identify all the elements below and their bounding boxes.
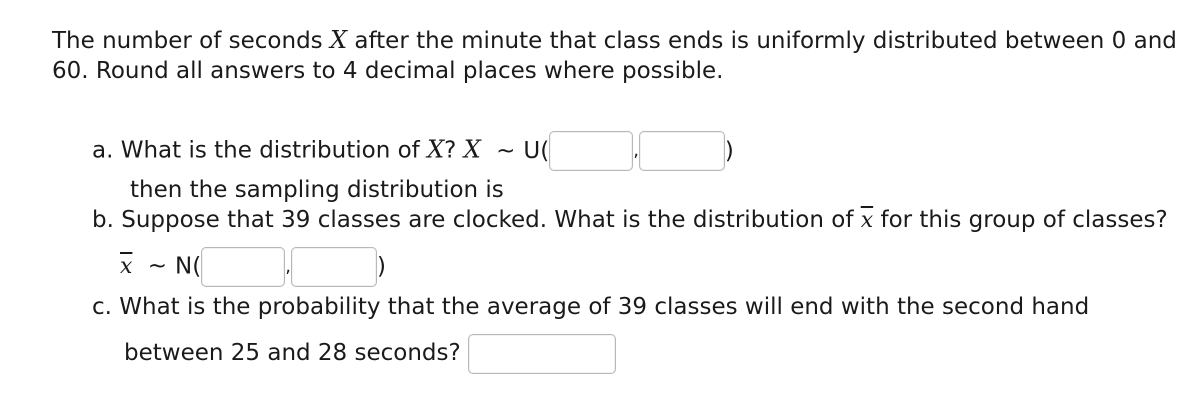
part-a-prompt: a. What is the distribution of [92, 137, 420, 164]
sampling-dist-text: then the sampling distribution is [130, 177, 504, 203]
normal-mean-input[interactable] [201, 247, 285, 287]
close-paren: ) [724, 138, 734, 164]
part-b-suffix: for this group of classes? [880, 207, 1168, 233]
variable-x: X [463, 135, 481, 164]
part-b-answer-row [120, 246, 386, 287]
xbar-symbol: $\overline{x}$ [120, 254, 133, 279]
part-b-prompt: b. Suppose that 39 classes are clocked. What is the distribution of [92, 207, 854, 233]
part-c-question-line2 [124, 333, 616, 374]
uniform-dist-label: U( [523, 138, 550, 164]
xbar-symbol: $\overline{x}$ [860, 208, 874, 233]
part-a-followup [130, 175, 504, 205]
variable-x: X [329, 26, 348, 54]
part-a-question [92, 131, 734, 171]
part-c-question-line1 [92, 292, 1089, 322]
comma-separator: , [633, 140, 639, 161]
comma-separator: , [285, 255, 291, 277]
close-paren: ) [376, 253, 386, 280]
tilde-symbol: ~ [496, 137, 516, 164]
part-c-prompt-2: between 25 and 28 seconds? [124, 340, 461, 366]
normal-dist-label: N( [175, 253, 202, 280]
variable-x: X [427, 135, 445, 164]
probability-input[interactable] [468, 334, 616, 374]
intro-text-rest: after the minute that class ends is uniformly distributed between 0 and [354, 28, 1177, 54]
uniform-upper-input[interactable] [639, 131, 725, 171]
tilde-symbol: ~ [147, 253, 168, 279]
uniform-lower-input[interactable] [549, 131, 633, 171]
part-b-question [92, 205, 1168, 236]
intro-text: The number of seconds [52, 28, 323, 54]
intro-text-2: 60. Round all answers to 4 decimal places where possible. [52, 58, 724, 84]
problem-intro-line1 [52, 25, 1177, 56]
normal-sd-input[interactable] [291, 247, 377, 287]
part-a-qmark: ? [444, 137, 457, 164]
problem-intro-line2 [52, 56, 723, 86]
part-c-prompt: c. What is the probability that the average of 39 classes will end with the second hand [92, 294, 1090, 320]
